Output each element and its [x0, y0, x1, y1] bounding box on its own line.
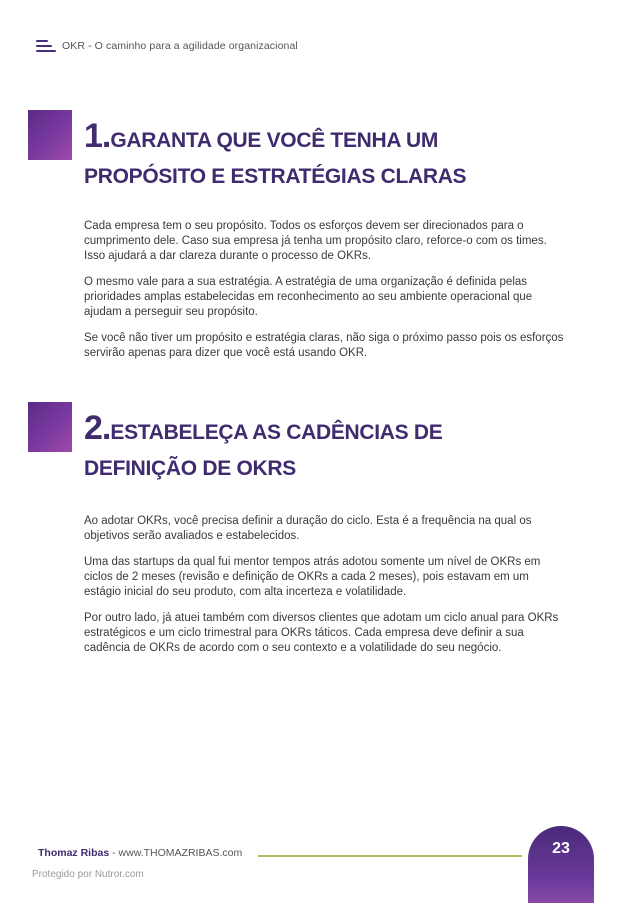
page-number-tab [528, 826, 594, 903]
section-2-accent-block [28, 402, 72, 452]
section-1-title-line1: GARANTA QUE VOCÊ TENHA UM [110, 129, 439, 152]
section-1-title [84, 118, 466, 195]
header-title: OKR - O caminho para a agilidade organizacional [62, 40, 298, 52]
footer-separator: - [109, 847, 119, 859]
section-1-body [84, 219, 564, 372]
paragraph: Por outro lado, já atuei também com diversos clientes que adotam um ciclo anual para OKRs estratégicos e um ciclo trimestral para OKRs táticos. Cada empresa deve definir a sua cadência de OKRs de acordo com o seu contexto e a volatilidade do seu negócio. [84, 612, 559, 654]
protected-notice: Protegido por Nutror.com [32, 869, 144, 880]
footer-divider [258, 855, 522, 857]
section-1-number: 1. [84, 117, 111, 155]
section-2-title-line1: ESTABELEÇA AS CADÊNCIAS DE [110, 421, 443, 444]
page-number: 23 [552, 840, 570, 857]
section-2-title-line2: DEFINIÇÃO DE OKRS [84, 457, 296, 480]
menu-lines-icon [36, 40, 56, 52]
section-1-title-line2: PROPÓSITO E ESTRATÉGIAS CLARAS [84, 165, 467, 188]
paragraph: Se você não tiver um propósito e estratégia claras, não siga o próximo passo pois os esforços servirão apenas para dizer que você está usando OKR. [84, 332, 564, 359]
page-header [36, 36, 298, 56]
paragraph: Ao adotar OKRs, você precisa definir a duração do ciclo. Esta é a frequência na qual os objetivos serão avaliados e estabelecidos. [84, 515, 532, 542]
section-2-title [84, 410, 442, 487]
author-name: Thomaz Ribas [38, 847, 110, 859]
paragraph: O mesmo vale para a sua estratégia. A estratégia de uma organização é definida pelas prioridades amplas estabelecidas em reconhecimento ao seu ambiente operacional que ajudam a perseguir seu propósito. [84, 276, 533, 318]
footer-author [38, 847, 242, 859]
paragraph: Cada empresa tem o seu propósito. Todos os esforços devem ser direcionados para o cumprimento dele. Caso sua empresa já tenha um propósito claro, reforce-o com os times. Isso ajudará a dar clareza durante o processo de OKRs. [84, 220, 547, 262]
author-site-link[interactable]: www.THOMAZRIBAS.com [118, 847, 243, 859]
section-2-number: 2. [84, 409, 111, 447]
paragraph: Uma das startups da qual fui mentor tempos atrás adotou somente um nível de OKRs em ciclos de 2 meses (revisão e definição de OKRs a cada 2 meses), pois estavam em um estágio inicial do seu produto, com alta incerteza e volatilidade. [84, 556, 541, 598]
section-2-body [84, 514, 564, 667]
section-1-accent-block [28, 110, 72, 160]
